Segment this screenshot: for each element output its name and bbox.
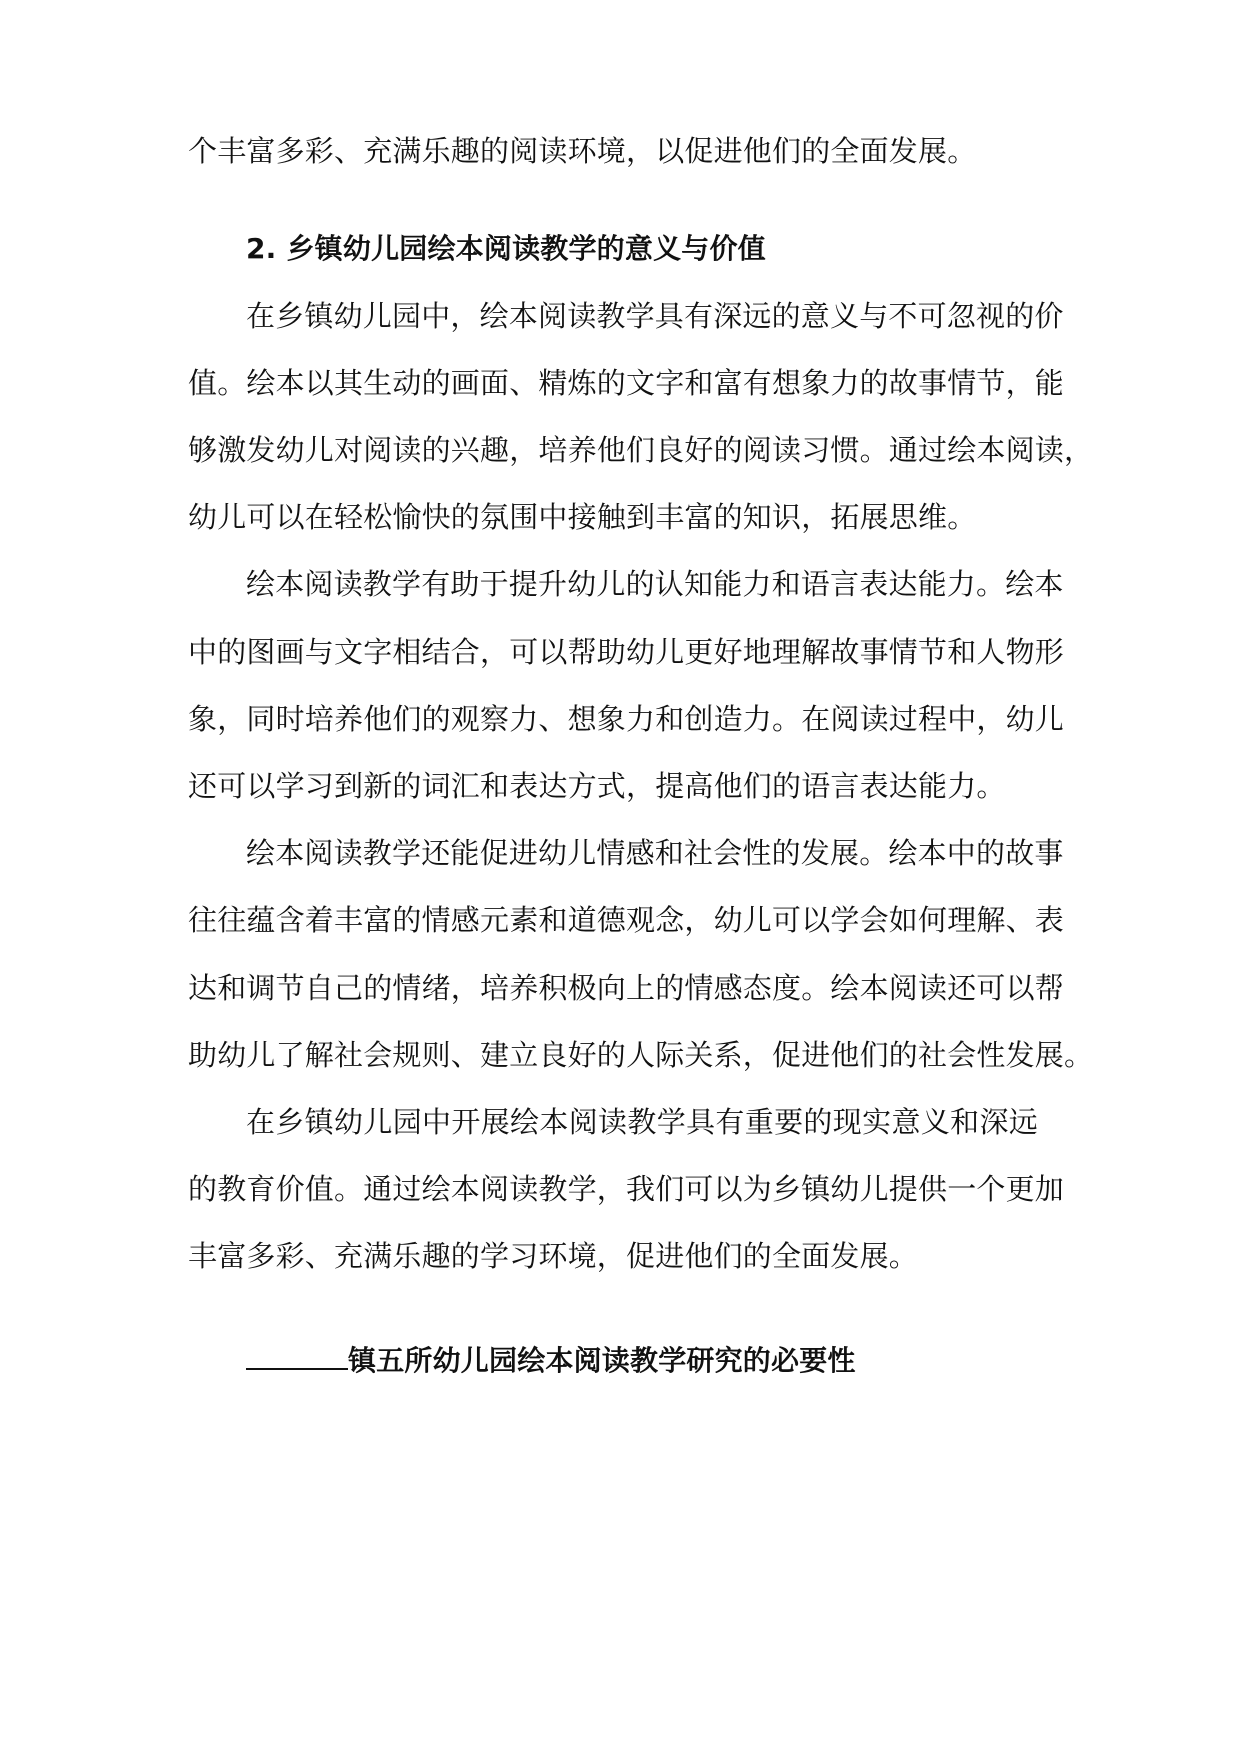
paragraph-line: 的教育价值。通过绘本阅读教学，我们可以为乡镇幼儿提供一个更加 [188, 1172, 1065, 1206]
section-heading: 2. 乡镇幼儿园绘本阅读教学的意义与价值 [246, 232, 766, 265]
paragraph-line: 在乡镇幼儿园中，绘本阅读教学具有深远的意义与不可忽视的价 [246, 299, 1064, 333]
paragraph-line: 丰富多彩、充满乐趣的学习环境，促进他们的全面发展。 [188, 1239, 919, 1273]
paragraph-line: 象，同时培养他们的观察力、想象力和创造力。在阅读过程中，幼儿 [188, 702, 1065, 736]
text-line: 个丰富多彩、充满乐趣的阅读环境，以促进他们的全面发展。 [188, 134, 977, 168]
paragraph-line: 幼儿可以在轻松愉快的氛围中接触到丰富的知识，拓展思维。 [188, 500, 977, 534]
paragraph-line: 中的图画与文字相结合，可以帮助幼儿更好地理解故事情节和人物形 [188, 635, 1065, 669]
section-heading-with-blank [188, 1338, 1053, 1381]
paragraph-line: 在乡镇幼儿园中开展绘本阅读教学具有重要的现实意义和深远 [246, 1105, 1038, 1139]
heading-text: 镇五所幼儿园绘本阅读教学研究的必要性 [348, 1344, 856, 1377]
fill-in-blank [246, 1338, 348, 1370]
paragraph-line: 还可以学习到新的词汇和表达方式，提高他们的语言表达能力。 [188, 769, 1006, 803]
paragraph-line: 达和调节自己的情绪，培养积极向上的情感态度。绘本阅读还可以帮 [188, 971, 1065, 1005]
paragraph-line: 够激发幼儿对阅读的兴趣，培养他们良好的阅读习惯。通过绘本阅读， [188, 433, 1094, 467]
paragraph-line: 绘本阅读教学还能促进幼儿情感和社会性的发展。绘本中的故事 [246, 836, 1064, 870]
paragraph-line: 助幼儿了解社会规则、建立良好的人际关系，促进他们的社会性发展。 [188, 1038, 1094, 1072]
paragraph-line: 往往蕴含着丰富的情感元素和道德观念，幼儿可以学会如何理解、表 [188, 903, 1065, 937]
paragraph-line: 绘本阅读教学有助于提升幼儿的认知能力和语言表达能力。绘本 [246, 567, 1064, 601]
paragraph-line: 值。绘本以其生动的画面、精炼的文字和富有想象力的故事情节，能 [188, 366, 1065, 400]
